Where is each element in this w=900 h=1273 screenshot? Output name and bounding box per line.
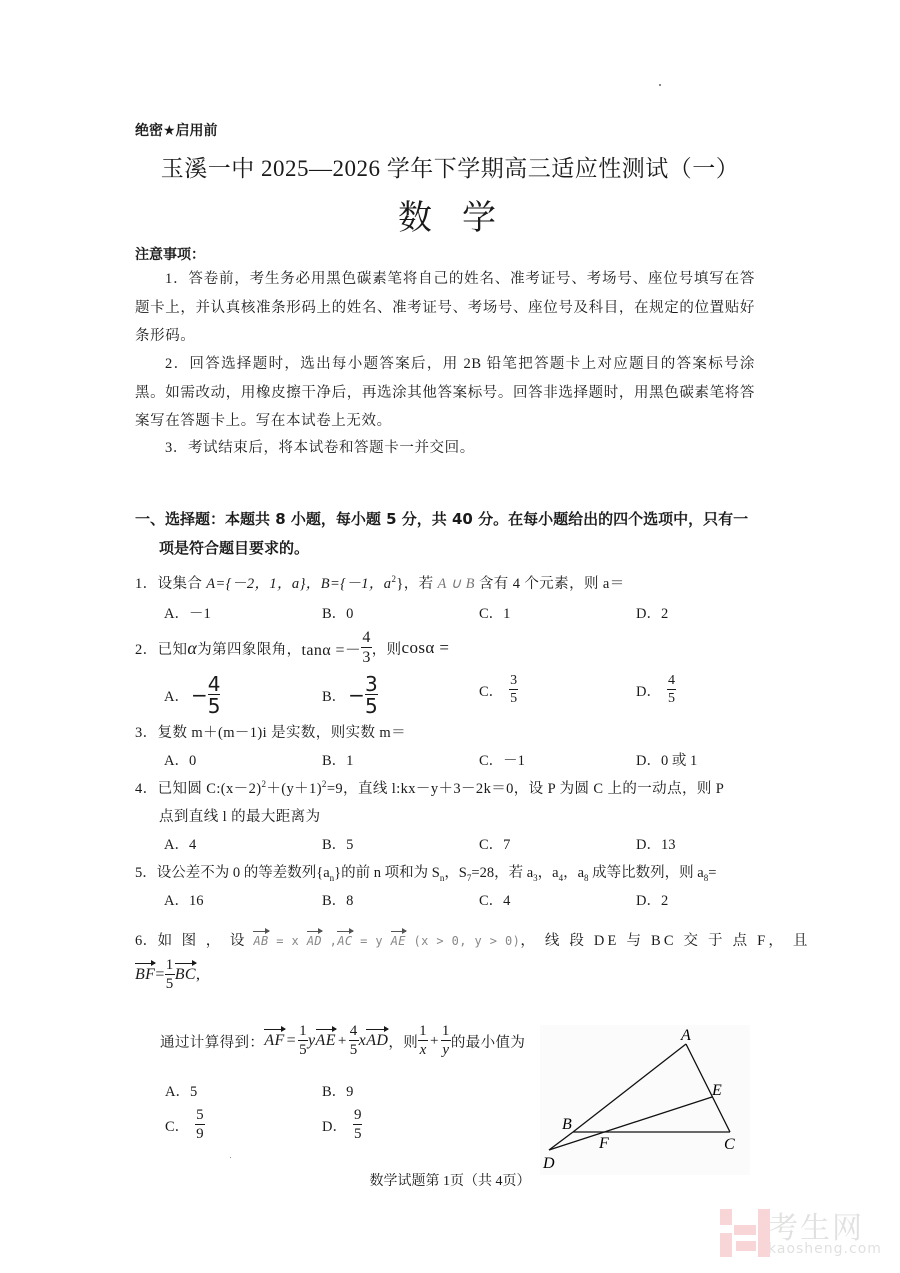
- label-C: C: [724, 1136, 735, 1153]
- q2-option-a-fraction: [208, 674, 221, 716]
- q2-option-a-label: A．: [164, 688, 189, 705]
- q6-option-a-label: A．: [165, 1084, 190, 1100]
- q6-r2-den: y: [442, 1042, 450, 1058]
- q2-option-b-label: B．: [322, 688, 347, 705]
- q2-text-c: ，则: [371, 641, 402, 658]
- q5-text-e: ，a: [537, 865, 559, 881]
- q4-option-d: D．13: [636, 837, 676, 853]
- q2-number: 2．: [135, 641, 158, 658]
- q1-text: 设集合: [157, 576, 207, 592]
- q3-option-c: C．－1: [479, 753, 525, 769]
- notice-item-3: [135, 434, 755, 463]
- q6-comma: ,: [322, 934, 338, 948]
- q6-option-d-label: D．: [322, 1118, 347, 1135]
- q1-option-a: A．－1: [164, 606, 211, 622]
- q6-d-num: 9: [353, 1107, 362, 1123]
- scan-speck-2: [230, 1157, 231, 1158]
- q6-bf-fraction: [165, 958, 175, 992]
- q6-c2-num: 4: [349, 1023, 358, 1039]
- q2-option-b-fraction: [365, 674, 378, 716]
- q2-text-b: 为第四象限角，: [197, 641, 302, 658]
- q5-sub-4: 4: [558, 872, 564, 883]
- q6-recip-y: [441, 1024, 451, 1058]
- q6-vec-ac: AC: [337, 934, 353, 948]
- q2-tan-num: 4: [362, 629, 371, 646]
- q6-plus: +: [337, 1032, 347, 1049]
- label-D: D: [543, 1155, 555, 1172]
- figure-background: [540, 1025, 750, 1175]
- q6-vec-af: AF: [264, 1032, 285, 1049]
- q6-af-eq: =: [286, 1032, 297, 1049]
- q3-text: 复数 m＋(m－1)i 是实数，则实数 m＝: [157, 725, 407, 741]
- q6-calc-text: 通过计算得到：: [160, 1034, 265, 1051]
- q1-union: A ∪ B: [437, 576, 475, 592]
- q2-d-den: 5: [667, 691, 675, 706]
- q2-tan-den: 3: [362, 649, 371, 666]
- notice-heading: 注意事项：: [135, 247, 205, 263]
- q5-text-a: 设公差不为 0 的等差数列{a: [156, 865, 330, 881]
- q5-option-d: D．2: [636, 893, 669, 909]
- q6-bf-den: 5: [165, 976, 174, 992]
- q6-c2-den: 5: [349, 1042, 358, 1058]
- watermark-brand-cn: 考生网: [768, 1211, 864, 1246]
- q5-number: 5．: [135, 865, 157, 881]
- q4-option-a: A．4: [164, 837, 197, 853]
- q3-option-a: A．0: [164, 753, 197, 769]
- q2-option-c: [479, 674, 518, 706]
- q4-number: 4．: [135, 781, 158, 797]
- question-2: [135, 630, 449, 666]
- q5-text-d: =28，若 a: [471, 865, 534, 881]
- q6-option-a: [165, 1080, 197, 1101]
- question-5: [135, 861, 716, 883]
- q5-text-g: 成等比数列，则 a: [588, 865, 704, 881]
- question-3: [135, 721, 406, 742]
- q2-c-den: 5: [510, 691, 518, 706]
- q6-calculation: [160, 1024, 525, 1058]
- q6-vec-bf: BF: [135, 966, 156, 983]
- q6-text-b: ， 线 段 DE 与 BC 交 于 点 F， 且: [520, 933, 811, 949]
- q5-text-h: =: [708, 865, 717, 881]
- q5-text-c: ，S: [444, 865, 467, 881]
- q2-option-b-sign: −: [348, 683, 365, 707]
- scan-speck: [659, 84, 661, 86]
- q6-option-c-fraction: [195, 1108, 205, 1142]
- q6-bf-num: 1: [165, 957, 174, 973]
- q6-r1-den: x: [419, 1042, 427, 1058]
- q2-a-den: 5: [207, 694, 221, 718]
- q6-bf-end: ,: [195, 966, 201, 983]
- q5-sub-n: n: [329, 872, 335, 883]
- q6-recip-x: [418, 1024, 428, 1058]
- q5-text-f: ，a: [563, 865, 585, 881]
- q2-b-den: 5: [364, 694, 378, 718]
- section-heading: [135, 505, 760, 563]
- q2-tan-fraction: [361, 630, 371, 666]
- q2-option-a-sign: −: [190, 683, 208, 707]
- q2-a-num: 4: [207, 672, 221, 696]
- q2-alpha: α: [187, 637, 198, 658]
- q6-then: ，则: [388, 1034, 419, 1051]
- q1-option-c: C．1: [479, 606, 511, 622]
- label-A: A: [681, 1027, 691, 1044]
- q3-option-d: D．0 或 1: [636, 753, 698, 769]
- q6-c-num: 5: [196, 1107, 204, 1123]
- q6-vec-ae2: AE: [315, 1032, 336, 1049]
- notice-item-3-text: 3．考试结束后，将本试卷和答题卡一并交回。: [165, 440, 475, 456]
- q6-vec-ab: AB: [253, 934, 269, 948]
- q1-set-a: A={－2，1，a}，: [206, 576, 321, 592]
- q2-option-a: [164, 674, 220, 716]
- question-1: [135, 572, 625, 593]
- q5-sub-7: 7: [466, 872, 472, 883]
- q5-option-b: B．8: [322, 893, 354, 909]
- q5-sub-8b: 8: [703, 872, 709, 883]
- q6-d-den: 5: [353, 1126, 362, 1142]
- q2-d-num: 4: [667, 673, 675, 688]
- q6-vec-ae: AE: [390, 934, 406, 948]
- subject-title: 数学: [398, 200, 526, 237]
- q6-r1-num: 1: [419, 1023, 428, 1039]
- q2-option-c-fraction: [509, 674, 518, 706]
- q6-bf-relation: [135, 958, 200, 992]
- q2-option-d: [636, 674, 676, 706]
- q6-vec-ad: AD: [306, 934, 323, 948]
- q3-option-b: B．1: [322, 753, 354, 769]
- q2-option-c-label: C．: [479, 683, 504, 700]
- q6-c1-var: y: [308, 1032, 316, 1049]
- triangle-figure: [540, 1025, 750, 1175]
- page-footer: 数学试题第 1页（共 4页）: [369, 1174, 531, 1189]
- q3-number: 3．: [135, 725, 158, 741]
- q6-condition: (x > 0, y > 0): [405, 934, 521, 948]
- notice-item-2: [135, 350, 755, 436]
- q1-set-b-end: }，若: [396, 576, 438, 592]
- q5-text-b: }的前 n 项和为 S: [334, 865, 440, 881]
- q2-c-num: 3: [510, 673, 518, 688]
- confidential-mark: 绝密★启用前: [135, 123, 218, 139]
- q5-option-a: A．16: [164, 893, 204, 909]
- q6-option-a-value: 5: [189, 1084, 198, 1100]
- q6-option-b-label: B．: [322, 1084, 347, 1100]
- q5-sub-3: 3: [533, 872, 538, 883]
- question-6: [135, 929, 811, 950]
- q6-coef1: [298, 1024, 308, 1058]
- q4-text-c: =9，直线 l:kx－y＋3－2k＝0，设 P 为圆 C 上的一动点，则 P: [326, 781, 725, 797]
- q6-option-c-label: C．: [165, 1118, 190, 1135]
- q6-option-d: [322, 1108, 362, 1142]
- q6-c2-var: x: [358, 1032, 367, 1049]
- q4-sup2: 2: [321, 779, 327, 790]
- q1-option-b: B．0: [322, 606, 354, 622]
- q1-option-d: D．2: [636, 606, 669, 622]
- kaosheng-watermark: [718, 1205, 888, 1260]
- q1-text-end: 含有 4 个元素，则 a＝: [474, 576, 625, 592]
- q6-number: 6．: [135, 933, 158, 949]
- notice-item-1: [135, 265, 755, 351]
- q6-r2-num: 1: [441, 1023, 450, 1039]
- q6-eq2: = y: [352, 934, 391, 948]
- q6-vec-bc: BC: [174, 966, 196, 983]
- q2-cos: cosα =: [401, 638, 450, 657]
- label-E: E: [712, 1082, 722, 1099]
- q1-sup: 2: [391, 574, 397, 585]
- q4-text-a: 已知圆 C:(x－2): [157, 781, 262, 797]
- q6-bf-eq: =: [155, 966, 165, 983]
- q6-c1-den: 5: [299, 1042, 308, 1058]
- q6-vec-ad2: AD: [366, 1032, 389, 1049]
- q1-set-b: B={－1，a: [320, 576, 392, 592]
- q4-line2: 点到直线 l 的最大距离为: [159, 809, 321, 825]
- q5-sub-8: 8: [584, 872, 589, 883]
- q6-ask: 的最小值为: [450, 1034, 526, 1051]
- q2-option-d-fraction: [667, 674, 676, 706]
- q2-text-a: 已知: [157, 641, 188, 658]
- watermark-brand-en: kaosheng.com: [768, 1241, 882, 1257]
- q4-option-b: B．5: [322, 837, 354, 853]
- q6-option-d-fraction: [353, 1108, 363, 1142]
- q5-sub-n2: n: [439, 872, 445, 883]
- question-4: [135, 777, 724, 798]
- q4-option-c: C．7: [479, 837, 511, 853]
- q2-option-d-label: D．: [636, 683, 661, 700]
- q6-coef2: [349, 1024, 359, 1058]
- label-B: B: [562, 1116, 572, 1133]
- q2-tan: tanα =－: [301, 641, 362, 659]
- section-heading-line2: 项是符合题目要求的。: [159, 539, 310, 557]
- section-heading-line1: 一、选择题：本题共 8 小题，每小题 5 分，共 40 分。在每小题给出的四个选项中，只有一: [135, 510, 749, 528]
- q6-option-b: [322, 1080, 353, 1101]
- q6-c-den: 9: [196, 1126, 204, 1142]
- q6-option-b-value: 9: [346, 1084, 354, 1100]
- q5-option-c: C．4: [479, 893, 511, 909]
- q6-option-c: [165, 1108, 205, 1142]
- q6-c1-num: 1: [299, 1023, 308, 1039]
- label-F: F: [599, 1135, 609, 1152]
- q6-plus2: +: [430, 1032, 439, 1049]
- q4-sup1: 2: [261, 779, 267, 790]
- q2-option-b: [322, 674, 378, 716]
- notice-item-1-text: 1．答卷前，考生务必用黑色碳素笔将自己的姓名、准考证号、考场号、座位号填写在答题卡上，并认真核准条形码上的姓名、准考证号、考场号、座位号及科目，在规定的位置贴好条形码。: [135, 271, 755, 344]
- q6-text-a: 如 图 ， 设: [157, 933, 248, 949]
- q6-eq1: = x: [268, 934, 307, 948]
- q1-number: 1．: [135, 576, 158, 592]
- q2-b-num: 3: [364, 672, 378, 696]
- notice-item-2-text: 2．回答选择题时，选出每小题答案后，用 2B 铅笔把答题卡上对应题目的答案标号涂黑。如需改动，用橡皮擦干净后，再选涂其他答案标号。回答非选择题时，用黑色碳素笔将答案写在答题卡上。写在本试卷上无效。: [135, 356, 755, 429]
- q4-text-b: ＋(y＋1): [266, 781, 322, 797]
- exam-title: 玉溪一中 2025—2026 学年下学期高三适应性测试（一）: [160, 156, 740, 181]
